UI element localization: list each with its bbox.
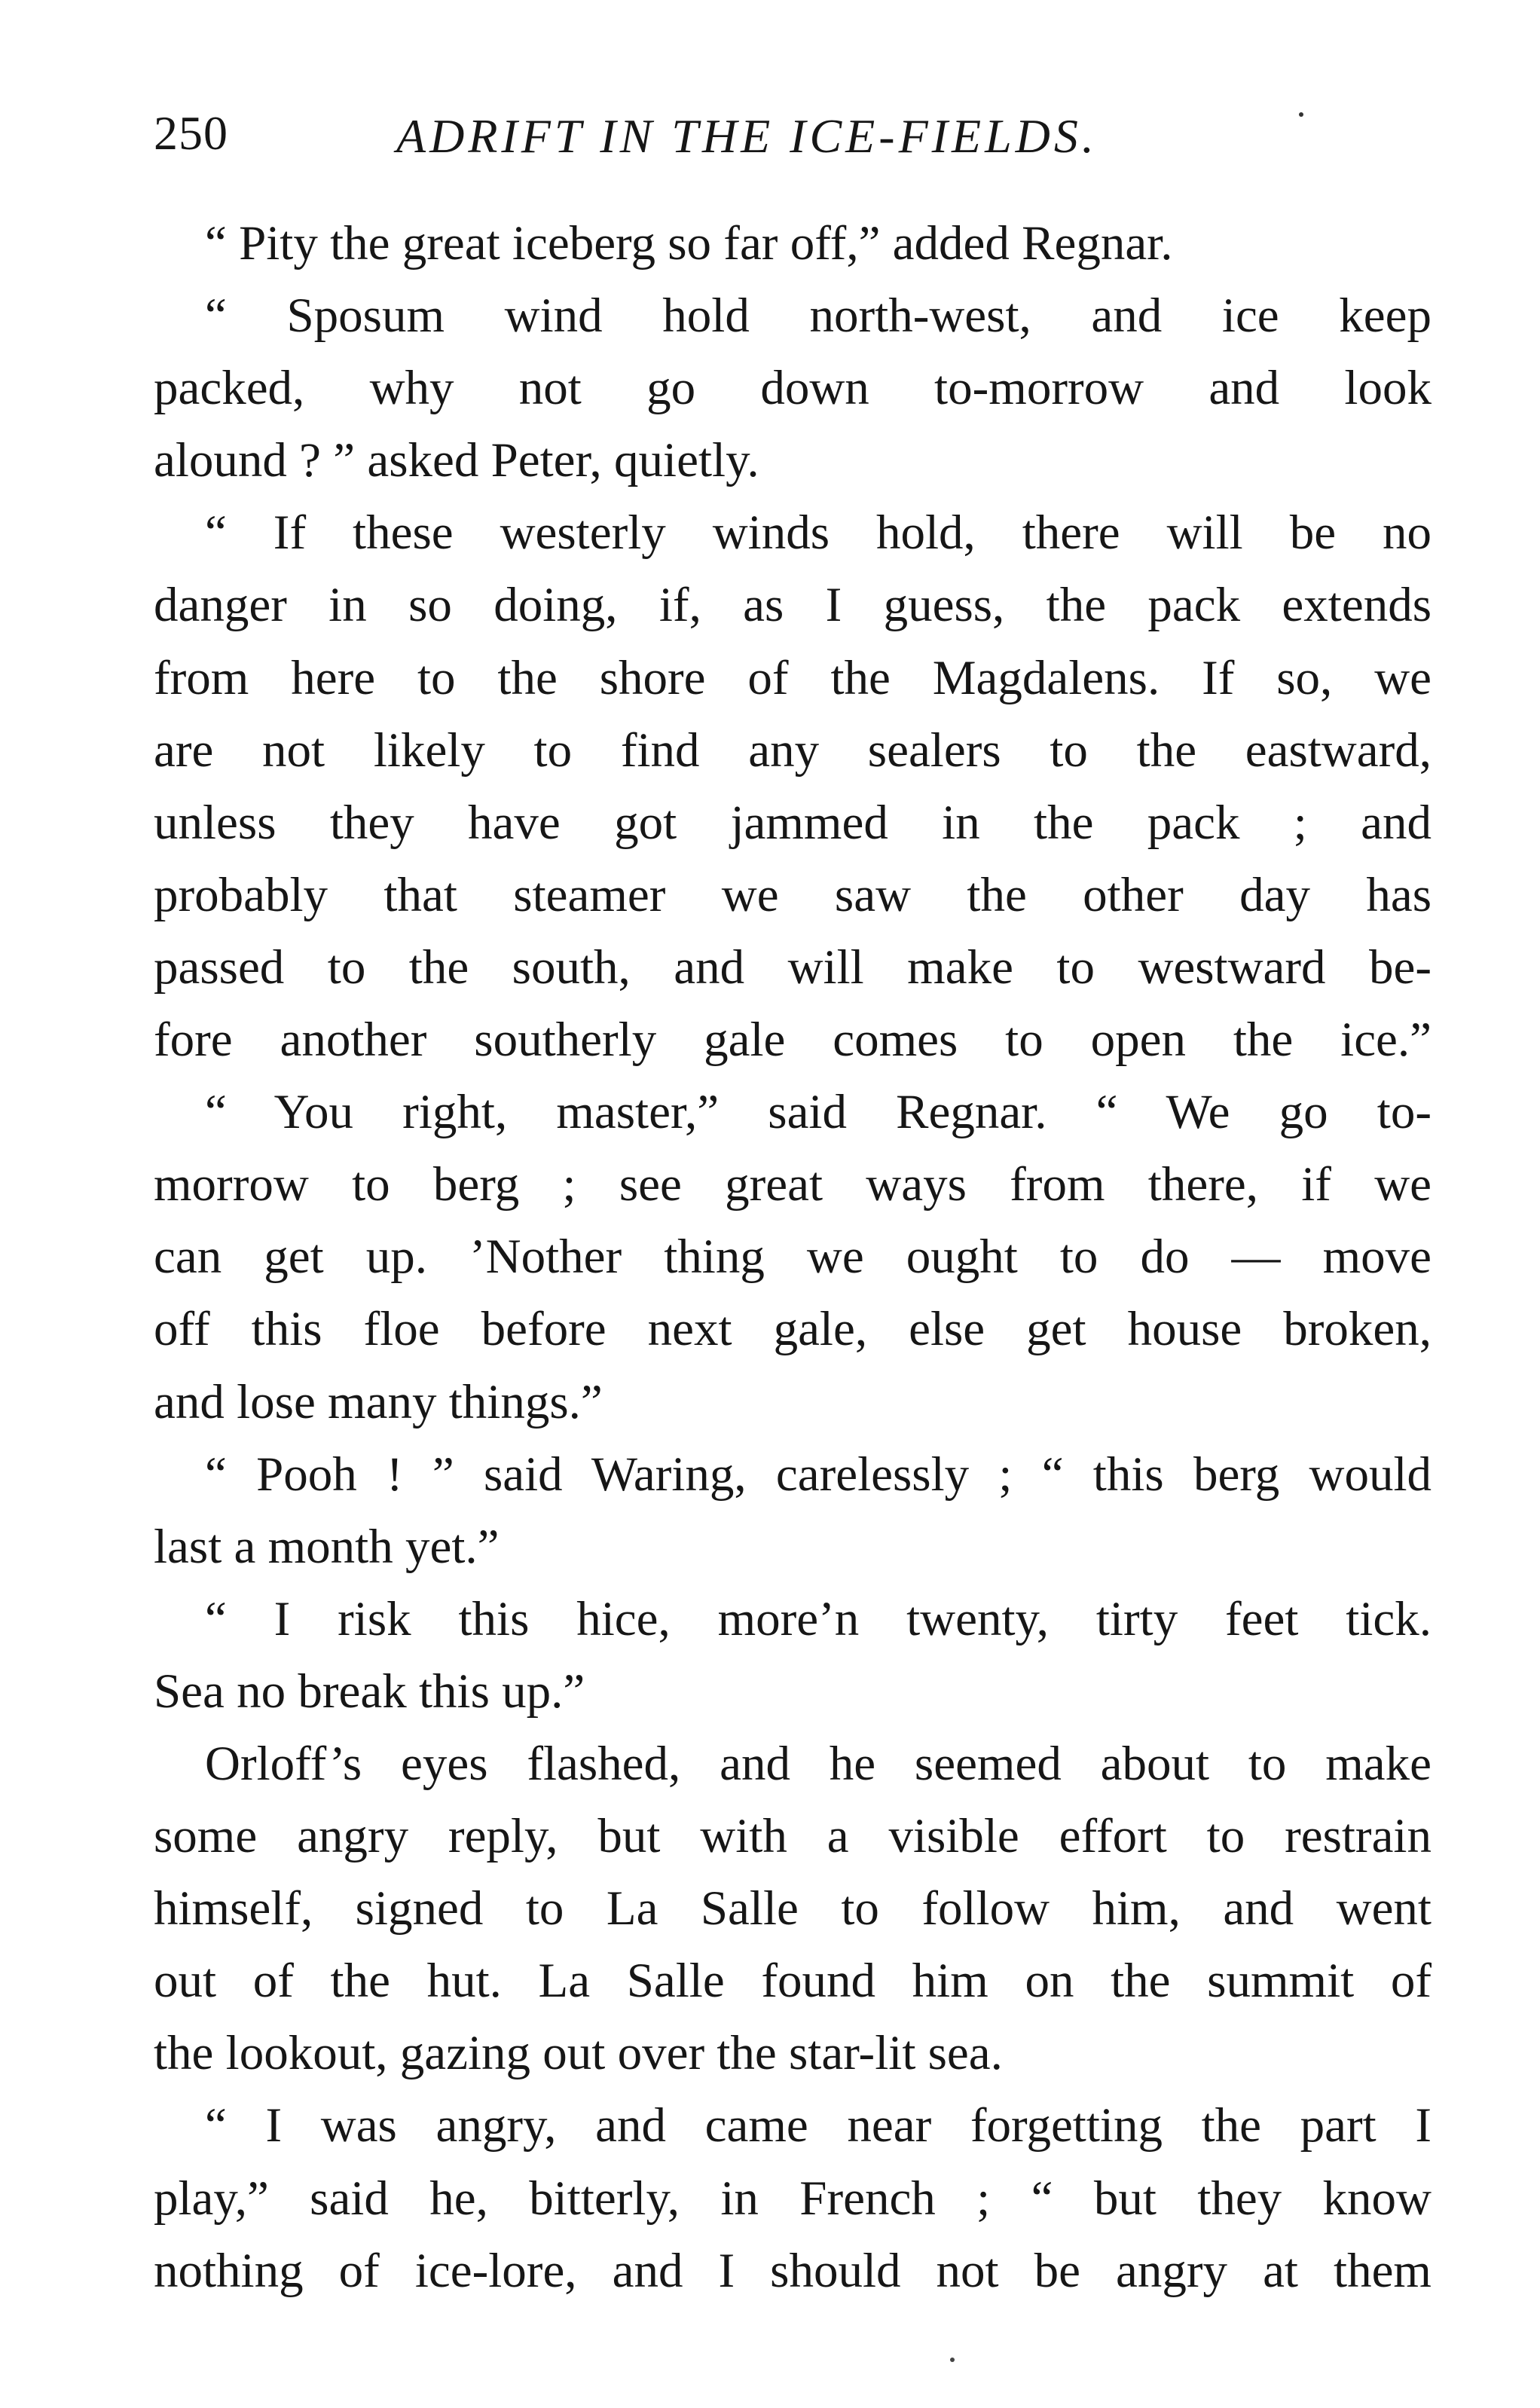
text-line: “ Pooh ! ” said Waring, carelessly ; “ this berg would xyxy=(205,1447,1432,1502)
text-line: from here to the shore of the Magdalens. If so, we xyxy=(154,650,1432,705)
ink-speck xyxy=(1299,112,1303,117)
text-line: off this floe before next gale, else get house broken, xyxy=(154,1302,1432,1357)
text-line: alound ? ” asked Peter, quietly. xyxy=(154,433,759,488)
text-line: the lookout, gazing out over the star-lit sea. xyxy=(154,2026,1003,2081)
running-title: ADRIFT IN THE ICE-FIELDS. xyxy=(396,109,1098,163)
text-line: are not likely to find any sealers to the eastward, xyxy=(154,723,1432,778)
text-line: fore another southerly gale comes to open the ice.” xyxy=(154,1013,1432,1068)
text-line: unless they have got jammed in the pack ; and xyxy=(154,795,1432,850)
text-line: some angry reply, but with a visible effort to restrain xyxy=(154,1809,1432,1864)
text-line: probably that steamer we saw the other day has xyxy=(154,867,1432,922)
text-line: packed, why not go down to-morrow and look xyxy=(154,361,1432,416)
text-line: “ Sposum wind hold north-west, and ice keep xyxy=(205,289,1432,344)
text-line: “ If these westerly winds hold, there will be no xyxy=(205,506,1432,561)
body-text xyxy=(154,207,1432,2307)
ink-speck xyxy=(950,2358,955,2362)
text-line: play,” said he, bitterly, in French ; “ but they know xyxy=(154,2171,1432,2226)
text-line: passed to the south, and will make to westward be- xyxy=(154,940,1432,995)
running-head xyxy=(154,105,1435,173)
text-line: morrow to berg ; see great ways from there, if we xyxy=(154,1157,1432,1212)
text-line: out of the hut. La Salle found him on the summit of xyxy=(154,1954,1432,2009)
text-line: Sea no break this up.” xyxy=(154,1664,585,1719)
text-line: danger in so doing, if, as I guess, the pack extends xyxy=(154,578,1432,633)
text-line: “ You right, master,” said Regnar. “ We go to- xyxy=(205,1085,1432,1140)
text-line: nothing of ice-lore, and I should not be angry at them xyxy=(154,2243,1432,2298)
text-line: last a month yet.” xyxy=(154,1519,500,1574)
page-number: 250 xyxy=(154,106,228,160)
text-line: Orloff’s eyes flashed, and he seemed about to make xyxy=(205,1736,1432,1791)
text-line: himself, signed to La Salle to follow him, and went xyxy=(154,1881,1432,1936)
text-line: “ Pity the great iceberg so far off,” added Regnar. xyxy=(205,216,1173,270)
text-line: can get up. ’Nother thing we ought to do — move xyxy=(154,1230,1432,1285)
text-line: “ I risk this hice, more’n twenty, tirty feet tick. xyxy=(205,1591,1432,1646)
text-line: and lose many things.” xyxy=(154,1374,603,1429)
text-line: “ I was angry, and came near forgetting the part I xyxy=(205,2098,1432,2153)
